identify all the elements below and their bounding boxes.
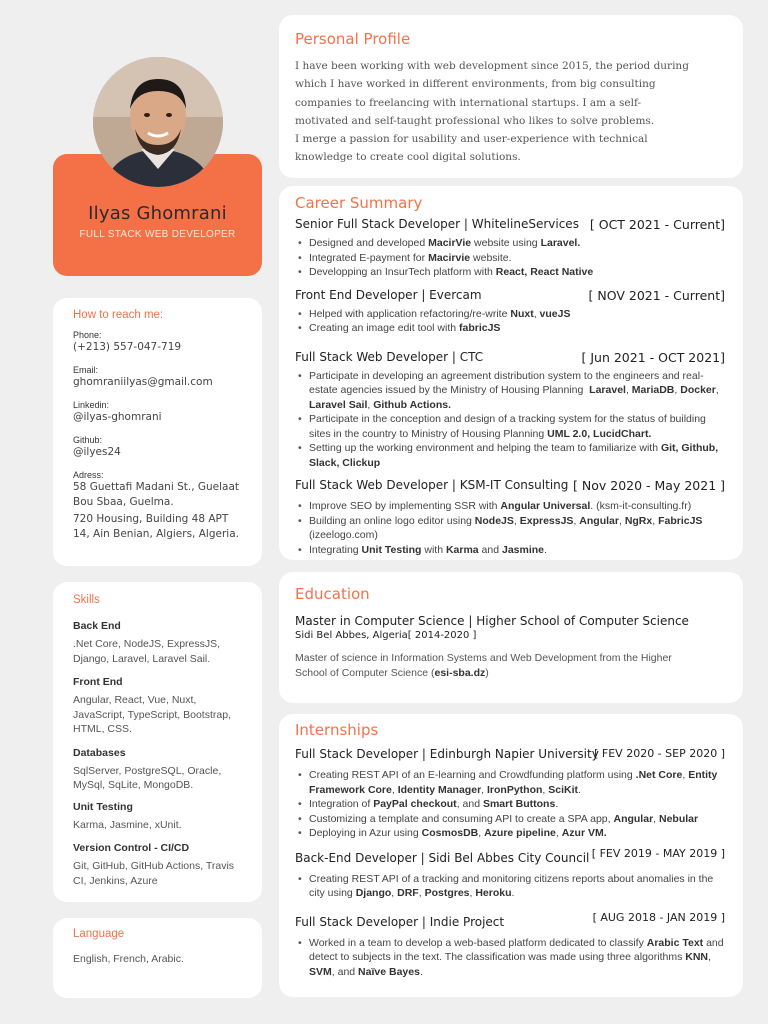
internship-entry-title: [295, 846, 727, 868]
person-title: FULL STACK WEB DEVELOPER: [79, 229, 236, 240]
skills-heading: Skills: [73, 594, 100, 606]
job-entry-title: [295, 478, 727, 495]
job-bullet: • Participate in developing an agreement distribution system to the engineers and real-estate agencies issued by the Ministry of Housing Planning Laravel, MariaDB, Docker, Laravel Sail, Github Actions.: [295, 369, 727, 413]
internship-bullet: • Creating REST API of a tracking and monitoring citizens reports about anomalies in the city using Django, DRF, Postgres, Heroku.: [295, 872, 727, 901]
profile-line: knowledge to create cool digital solutions.: [295, 151, 521, 164]
job-bullet: • Developping an InsurTech platform with React, React Native: [295, 265, 727, 280]
personal-profile-text: [295, 57, 727, 167]
internship-entry-title: [295, 910, 727, 932]
contact-card: [53, 298, 262, 566]
profile-line: I merge a passion for usability and user-experience with technical: [295, 133, 648, 146]
language-value: English, French, Arabic.: [73, 953, 184, 965]
internship-title: Full Stack Developer | Indie Project: [295, 914, 505, 929]
linkedin-value[interactable]: @ilyas-ghomrani: [73, 411, 162, 423]
job-bullet: • Setting up the working environment and helping the team to familiarize with Git, Github, Slack, Clickup: [295, 441, 727, 470]
career-summary-heading: Career Summary: [295, 194, 423, 212]
job-bullet: • Designed and developed MacirVie website using Laravel.: [295, 236, 727, 251]
profile-line: motivated and self-taught professional who likes to solve problems.: [295, 114, 655, 127]
skill-group-items: Git, GitHub, GitHub Actions, Travis CI, Jenkins, Azure: [73, 860, 235, 887]
address-label: Adress:: [73, 470, 104, 480]
education-degree: Master in Computer Science | Higher School of Computer Science: [295, 614, 689, 628]
phone-value[interactable]: (+213) 557-047-719: [73, 341, 182, 353]
profile-line: companies to freelancing with international startups. I am a self-: [295, 96, 642, 109]
internships-heading: Internships: [295, 721, 379, 739]
skill-group-items: Karma, Jasmine, xUnit.: [73, 818, 182, 831]
education-desc-line: ): [485, 666, 489, 679]
personal-profile-card: [279, 15, 743, 178]
job-entry-title: [295, 288, 727, 305]
job-bullet: • Integrated E-payment for Macirvie website.: [295, 251, 727, 266]
job-title: Full Stack Web Developer | KSM-IT Consulting: [295, 478, 569, 492]
internship-bullet: • Integration of PayPal checkout, and Smart Buttons.: [295, 797, 727, 812]
profile-line: I have been working with web development since 2015, the period during: [295, 60, 689, 72]
internship-title: Full Stack Developer | Edinburgh Napier University: [295, 747, 599, 761]
career-summary-card: [279, 186, 743, 560]
personal-profile-heading: Personal Profile: [295, 30, 411, 48]
skill-group-items: .Net Core, NodeJS, ExpressJS, Django, Laravel, Laravel Sail.: [73, 638, 221, 665]
internship-bullet: • Deploying in Azur using CosmosDB, Azure pipeline, Azur VM.: [295, 826, 727, 841]
job-bullet: • Participate in the conception and design of a tracking system for the status of building sites in the country to Ministry of Housing Planning UML 2.0, LucidChart.: [295, 412, 727, 441]
education-desc-line: School of Computer Science (: [295, 666, 435, 679]
internship-date: [ AUG 2018 - JAN 2019 ]: [592, 910, 725, 924]
job-title: Front End Developer | Evercam: [295, 287, 482, 302]
education-location: Sidi Bel Abbes, Algeria[ 2014-2020 ]: [295, 630, 477, 641]
internships-card: [279, 714, 743, 997]
job-bullets: [295, 236, 727, 280]
job-entry-title: [295, 217, 727, 234]
job-bullet: • Creating an image edit tool with fabricJS: [295, 321, 727, 336]
job-date: [ OCT 2021 - Current]: [589, 217, 725, 232]
job-entry-title: [295, 350, 727, 367]
job-bullet: • Integrating Unit Testing with Karma and Jasmine.: [295, 543, 727, 558]
profile-photo: [93, 57, 223, 187]
skill-group-name: Front End: [73, 676, 123, 688]
job-date: [ Nov 2020 - May 2021 ]: [573, 478, 725, 493]
skill-group-name: Databases: [73, 746, 126, 759]
internship-date: [ FEV 2020 - SEP 2020 ]: [594, 747, 725, 760]
github-label: Github:: [73, 435, 103, 445]
internship-bullet: • Creating REST API of an E-learning and Crowdfunding platform using .Net Core, Entity Framework Core, Identity Manager, IronPython, SciKit.: [295, 768, 727, 797]
language-heading: Language: [73, 928, 125, 940]
email-label: Email:: [73, 365, 99, 375]
skill-group-name: Version Control - CI/CD: [73, 842, 190, 854]
email-value[interactable]: ghomraniilyas@gmail.com: [73, 376, 213, 388]
skills-card: [53, 582, 262, 902]
person-name: Ilyas Ghomrani: [88, 203, 227, 224]
job-title: Senior Full Stack Developer | WhitelineServices: [295, 217, 579, 231]
education-description: [295, 651, 727, 680]
education-heading: Education: [295, 585, 370, 603]
language-card: [53, 918, 262, 998]
skill-group-name: Unit Testing: [73, 800, 133, 813]
job-date: [ Jun 2021 - OCT 2021]: [581, 349, 725, 365]
education-desc-line: Master of science in Information Systems and Web Development from the Higher: [295, 652, 672, 664]
contact-heading: How to reach me:: [73, 309, 164, 321]
job-bullets: [295, 369, 727, 471]
skill-group-name: Back End: [73, 620, 121, 632]
job-bullet: • Helped with application refactoring/re-write Nuxt, vueJS: [295, 307, 727, 322]
internship-entry-title: [295, 747, 727, 764]
github-value[interactable]: @ilyes24: [73, 446, 121, 458]
internship-bullet: • Worked in a team to develop a web-based platform dedicated to classify Arabic Text and detect to subjects in the text. The classification was made using three algorithms KNN, SVM, and Naïve Bayes.: [295, 936, 727, 980]
internship-bullet: • Customizing a template and consuming API to create a SPA app, Angular, Nebular: [295, 812, 727, 827]
phone-label: Phone:: [73, 330, 102, 340]
job-title: Full Stack Web Developer | CTC: [295, 349, 484, 364]
job-bullet: • Improve SEO by implementing SSR with Angular Universal. (ksm-it-consulting.fr): [295, 499, 727, 514]
profile-line: which I have worked in different environments, from big consulting: [295, 78, 656, 91]
internship-bullets: [295, 872, 727, 901]
job-bullet: • Building an online logo editor using NodeJS, ExpressJS, Angular, NgRx, FabricJS (izeelogo.com): [295, 514, 727, 543]
skill-group-items: SqlServer, PostgreSQL, Oracle, MySql, SqLite, MongoDB.: [73, 764, 222, 791]
job-date: [ NOV 2021 - Current]: [588, 287, 725, 303]
linkedin-label: Linkedin:: [73, 400, 110, 410]
internship-bullets: [295, 936, 727, 980]
avatar-portrait: [93, 57, 223, 187]
education-card: [279, 572, 743, 703]
internship-bullets: [295, 768, 727, 841]
job-bullets: [295, 499, 727, 557]
address-line-1: 58 Guettafi Madani St., Guelaat Bou Sbaa, Guelma.: [73, 481, 240, 508]
education-link[interactable]: esi-sba.dz: [434, 666, 486, 679]
skill-group-items: Angular, React, Vue, Nuxt, JavaScript, TypeScript, Bootstrap, HTML, CSS.: [73, 694, 231, 735]
internship-date: [ FEV 2019 - MAY 2019 ]: [591, 846, 725, 860]
internship-title: Back-End Developer | Sidi Bel Abbes City Council: [295, 850, 590, 865]
address-line-2: 720 Housing, Building 48 APT 14, Ain Benian, Algiers, Algeria.: [73, 513, 239, 540]
job-bullets: [295, 307, 727, 336]
